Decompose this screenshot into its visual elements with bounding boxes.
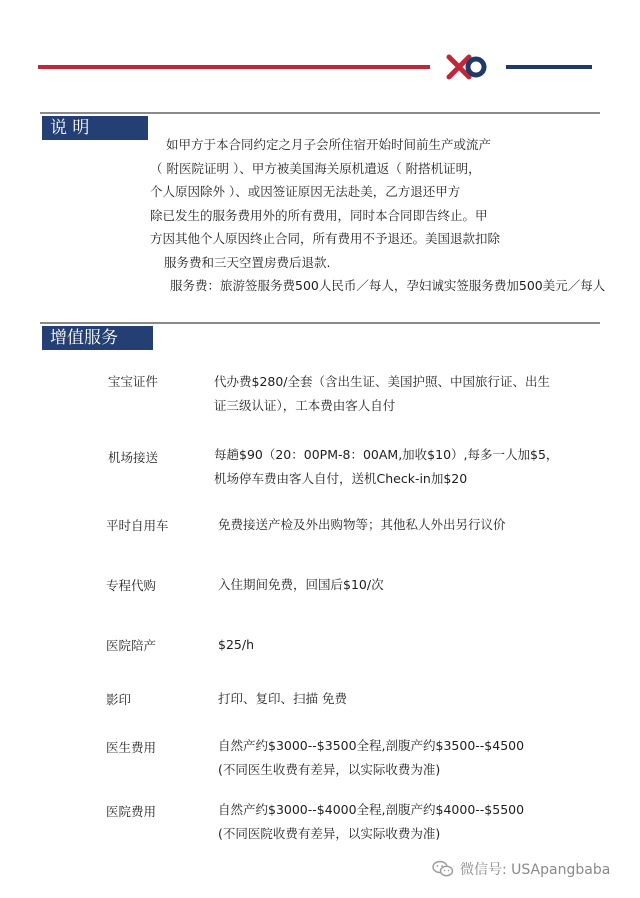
service-label: 宝宝证件 — [108, 374, 159, 389]
service-value-line: 免费接送产检及外出购物等；其他私人外出另行议价 — [218, 517, 506, 532]
notes-body — [150, 133, 605, 298]
service-value-line: (不同医院收费有差异，以实际收费为准) — [218, 826, 441, 841]
service-value-line: 打印、复印、扫描 免费 — [218, 691, 347, 706]
service-value — [218, 573, 384, 597]
service-value-line: 每趟$90（20：00PM-8：00AM,加收$10）,每多一人加$5， — [214, 447, 559, 462]
xo-logo-icon — [443, 52, 489, 82]
service-label: 机场接送 — [108, 450, 159, 465]
service-label: 医院费用 — [106, 804, 157, 819]
service-value-line: (不同医生收费有差异，以实际收费为准) — [218, 762, 441, 777]
service-label: 医生费用 — [106, 740, 157, 755]
service-value-line: 证三级认证），工本费由客人自付 — [214, 398, 396, 413]
notes-line: （ 附医院证明 ）、甲方被美国海关原机遣返（ 附搭机证明， — [150, 160, 481, 176]
service-value — [218, 633, 254, 657]
service-value — [214, 443, 558, 491]
watermark-text: 微信号: USApangbaba — [460, 862, 611, 878]
service-value-line: $25/h — [218, 637, 254, 652]
service-value-line: 机场停车费由客人自付，送机Check-in加$20 — [214, 471, 468, 486]
notes-line: 方因其他个人原因终止合同，所有费用不予退还。美国退款扣除 — [150, 231, 501, 246]
header-rule-red — [38, 65, 430, 69]
notes-line: 个人原因除外 ）、或因签证原因无法赴美，乙方退还甲方 — [150, 184, 461, 199]
service-value — [218, 687, 347, 711]
section-title-services: 增值服务 — [42, 326, 153, 350]
service-value-line: 入住期间免费，回国后$10/次 — [218, 577, 384, 592]
watermark — [432, 859, 610, 879]
section-title-notes: 说 明 — [42, 116, 148, 140]
service-value — [218, 513, 506, 537]
section-divider-notes — [40, 112, 600, 114]
service-value-line: 自然产约$3000--$3500全程,剖腹产约$3500--$4500 — [218, 738, 525, 753]
service-value-line: 自然产约$3000--$4000全程,剖腹产约$4000--$5500 — [218, 802, 525, 817]
notes-line: 服务费和三天空置房费后退款. — [164, 254, 331, 270]
notes-line: 如甲方于本合同约定之月子会所住宿开始时间前生产或流产 — [166, 137, 492, 152]
service-label: 医院陪产 — [106, 638, 157, 653]
section-divider-services — [40, 322, 600, 324]
service-value — [218, 734, 524, 782]
service-label: 平时自用车 — [106, 518, 169, 533]
header-rule-navy — [506, 65, 592, 69]
service-label: 专程代购 — [106, 578, 157, 593]
service-value — [214, 370, 550, 418]
notes-line: 除已发生的服务费用外的所有费用，同时本合同即告终止。甲 — [150, 207, 488, 223]
service-value — [218, 798, 524, 846]
service-value-line: 代办费$280/全套（含出生证、美国护照、中国旅行证、出生 — [214, 374, 551, 389]
notes-line: 服务费：旅游签服务费500人民币／每人，孕妇诚实签服务费加500美元／每人 — [170, 278, 606, 293]
service-label: 影印 — [106, 692, 132, 707]
wechat-icon — [432, 860, 454, 878]
